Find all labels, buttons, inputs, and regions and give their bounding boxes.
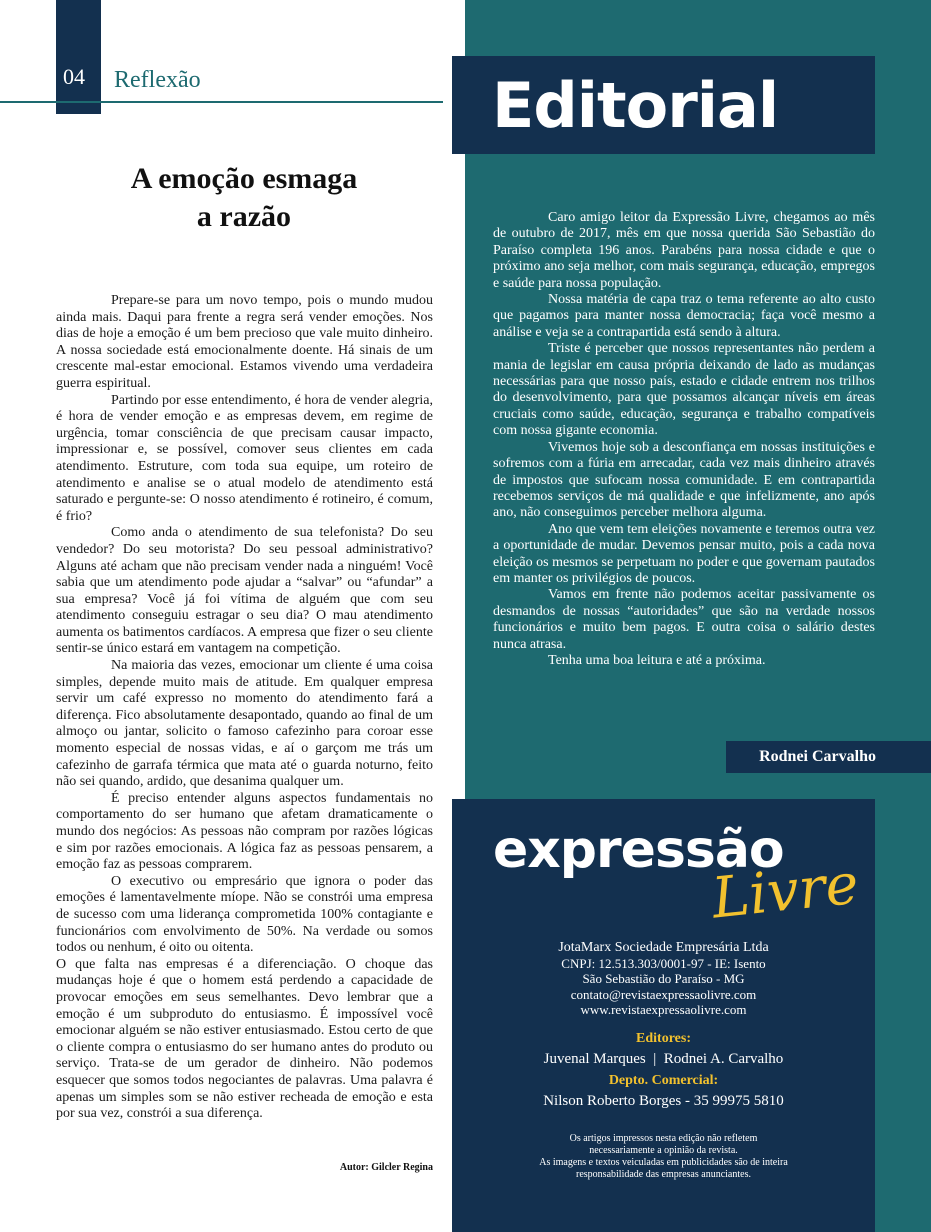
magazine-logo-main: expressão [493,820,784,880]
article-paragraph: O executivo ou empresário que ignora o poder das emoções é lamentavelmente míope. Não se constrói uma empresa de sucesso com uma liderança comprometida 100% contagiante e funcionários com envolvimento de 50%. Na verdade ou somos todos ou nenhum, é oito ou oitenta. [56,873,433,956]
company-name: JotaMarx Sociedade Empresária Ltda [558,940,769,955]
editorial-body [493,210,875,669]
company-info [452,940,875,1018]
commercial-label: Depto. Comercial: [608,1073,719,1088]
disclaimer-line: responsabilidade das empresas anunciantes. [576,1169,751,1180]
article-paragraph: É preciso entender alguns aspectos fundamentais no comportamento do ser humano que afetam dramaticamente o mundo dos negócios: As pessoas não compram por razões lógicas e sim por razões emocionais. A lógica faz as pessoas pensarem, a emoção faz as pessoas comprarem. [56,790,433,873]
article-paragraph: O que falta nas empresas é a diferenciação. O choque das mudanças hoje é que o homem está perdendo a capacidade de provocar emoções em seus semelhantes. Devo lembrar que a emoção é um subproduto do entusiasmo. É impossível você emocionar alguém se não estiver entusiasmado. Estou certo de que o cliente compra o entusiasmo do ser humano antes do produto ou serviço. Trata-se de um gerador de dinheiro. Não podemos esquecer que somos todos negociantes de palavras. Uma palavra é apenas um simples som se não estiver recheada de emoção e esta por sua vez, constrói a sua diferença. [56,956,433,1122]
company-email: contato@revistaexpressaolivre.com [570,986,757,1002]
article-author: Autor: Gilcler Regina [339,1162,433,1173]
article-paragraph: Como anda o atendimento de sua telefonista? Do seu vendedor? Do seu motorista? Do seu pessoal administrativo? Alguns até acham que não precisam vender nada a ninguém! Você sabia que um atendimento pode ajudar a “salvar” ou “afundar” a sua empresa? Você já foi vítima de alguém que com seu atendimento conseguiu estragar o seu dia? O mau atendimento aumenta os batimentos cardíacos. A empresa que fizer o seu cliente sentir-se único estará em vantagem na competição. [56,525,433,657]
article-paragraph: Partindo por esse entendimento, é hora de vender alegria, é hora de vender emoção e as empresas devem, em regime de urgência, tomar consciência de que precisam causar impacto, impressionar e, se possível, comover seus clientes em cada atendimento. Estruture, com toda sua equipe, um roteiro de atendimento e analise se o atual modelo de atendimento está saturado e pergunte-se: O nosso atendimento é rotineiro, é comum, é frio? [56,392,433,524]
article-body [56,293,433,1123]
disclaimer-line: Os artigos impressos nesta edição não refletem [569,1133,758,1144]
section-divider [0,101,443,103]
article-paragraph: Prepare-se para um novo tempo, pois o mundo mudou ainda mais. Daqui para frente a regra será vender emoções. Nos dias de hoje a emoção é um bem precioso que vale muito dinheiro. A nossa sociedade está emocionalmente doente. Há sinais de um crescente mal-estar emocional. Estamos vivendo uma verdadeira guerra espiritual. [56,293,433,391]
section-title: Reflexão [114,67,201,93]
editorial-paragraph: Vamos em frente não podemos aceitar passivamente os desmandos de nossas “autoridades” que são na verdade nossos funcionários e muito bem pagos. E outra coisa o salário destes nunca atrasa. [493,587,875,652]
editorial-paragraph: Nossa matéria de capa traz o tema referente ao alto custo que pagamos para manter nossa democracia; faça você mesmo a análise e veja se a contrapartida está sendo à altura. [493,292,875,340]
editorial-paragraph: Ano que vem tem eleições novamente e teremos outra vez a oportunidade de mudar. Devemos pensar muito, pois a cada nova eleição os mesmos se perpetuam no poder e que governam pautados em manter os privilégios de poucos. [493,521,875,586]
editorial-paragraph: Caro amigo leitor da Expressão Livre, chegamos ao mês de outubro de 2017, mês em que nossa querida São Sebastião do Paraíso completa 196 anos. Parabéns para nossa cidade e que o próximo ano seja melhor, com mais segurança, educação, empregos e saúde para nossa população. [493,210,875,291]
company-cnpj: CNPJ: 12.513.303/0001-97 - IE: Isento [561,955,766,971]
editors-names: Juvenal Marques | Rodnei A. Carvalho [543,1051,784,1067]
editorial-title: Editorial [492,69,779,142]
editors-label: Editores: [636,1031,691,1046]
editorial-paragraph: Vivemos hoje sob a desconfiança em nossas instituições e sofremos com a fúria em arrecadar, cada vez mais dinheiro através de impostos que sufocam nossa comunidade. E em contrapartida recebemos serviços de má qualidade e que infelizmente, ano após ano, não conseguimos perceber melhora alguma. [493,439,875,521]
editorial-paragraph: Triste é perceber que nossos representantes não perdem a mania de legislar em causa própria deixando de lado as mudanças necessárias para que nosso país, estado e cidade entrem nos trilhos do desenvolvimento, para que possamos alcançar níveis em áreas cruciais como saúde, educação, segurança e trabalho compatíveis com nossa gigante economia. [493,341,875,439]
article-title [74,160,414,236]
disclaimer-line: necessariamente a opinião da revista. [589,1145,738,1156]
article-title-line-1: A emoção esmaga [130,162,358,195]
commercial-contact: Nilson Roberto Borges - 35 99975 5810 [543,1093,784,1109]
article-title-line-2: a razão [196,200,292,233]
editorial-signature: Rodnei Carvalho [759,748,876,765]
disclaimer [452,1133,875,1181]
company-website: www.revistaexpressaolivre.com [580,1002,747,1017]
disclaimer-line: As imagens e textos veiculadas em publicidades são de inteira [539,1157,788,1168]
page-number: 04 [63,64,85,89]
magazine-logo-script: Livre [708,851,862,932]
page-number-block [56,0,101,114]
editorial-paragraph: Tenha uma boa leitura e até a próxima. [548,652,766,668]
company-city: São Sebastião do Paraíso - MG [582,971,745,986]
article-paragraph: Na maioria das vezes, emocionar um cliente é uma coisa simples, depende muito mais de atitude. Em qualquer empresa servir um café expresso no momento do atendimento fará a diferença. Fico absolutamente desapontado, quando ao final de um almoço ou jantar, solicito o famoso cafezinho para coroar esse momento especial de nossas vidas, e aí o garçom me trás um cafezinho de garrafa térmica que mata até o guarda noturno, feito não sei quando, ardido, que desanima qualquer um. [56,658,433,790]
